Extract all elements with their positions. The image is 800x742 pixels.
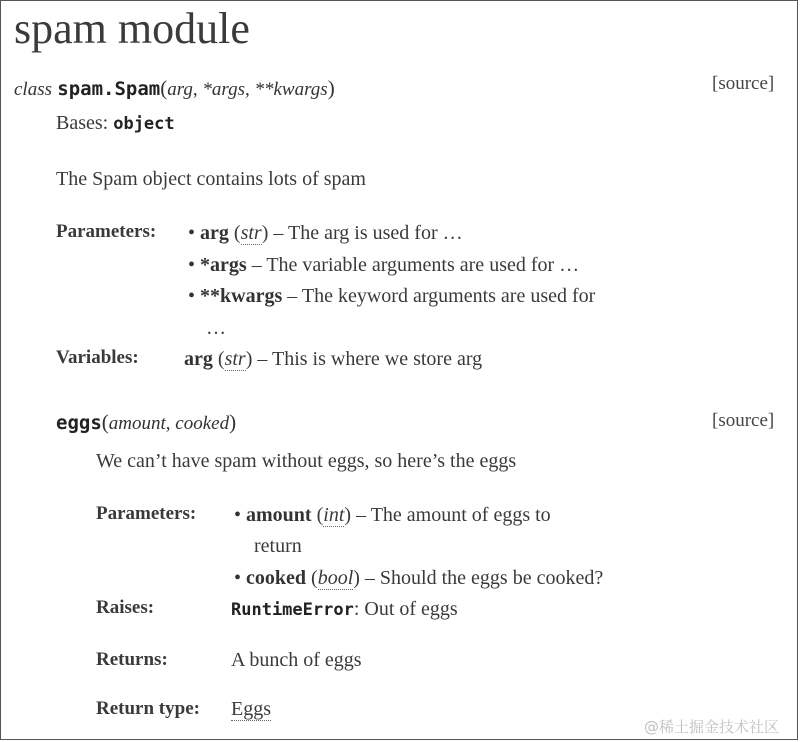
param-type[interactable]: str (240, 222, 262, 244)
return-type-label: Return type: (96, 698, 200, 719)
sig-open-paren: ( (101, 410, 109, 434)
param-desc-continued: … (206, 317, 226, 339)
bullet: • (188, 222, 196, 244)
param-item (188, 252, 579, 278)
param-desc: – Should the eggs be cooked? (359, 567, 604, 589)
class-signature: class spam.Spam(arg, *args, **kwargs) (14, 76, 335, 100)
param-name: cooked (246, 567, 307, 589)
sig-close-paren: ) (229, 410, 237, 434)
page-title: spam module (14, 4, 250, 53)
variable-desc: – This is where we store arg (252, 348, 483, 370)
sig-arg: *args (202, 79, 245, 100)
bullet: • (188, 254, 196, 276)
param-type[interactable]: int (323, 504, 345, 526)
raises-label: Raises: (96, 597, 155, 618)
variable-type[interactable]: str (224, 348, 246, 370)
variable-name: arg (184, 348, 213, 370)
param-desc: – The keyword arguments are used for (282, 285, 596, 307)
param-item: • cooked (bool) – Should the eggs be cooked? (234, 567, 604, 589)
bases-line (56, 110, 175, 137)
param-name: arg (200, 222, 229, 244)
sig-arg: amount (108, 413, 166, 434)
raises-desc: : Out of eggs (353, 598, 458, 620)
param-desc: – The amount of eggs to (351, 504, 551, 526)
sig-arg: **kwargs (254, 79, 328, 100)
class-description: The Spam object contains lots of spam (56, 168, 366, 190)
param-item: • arg (str) – The arg is used for … (188, 222, 463, 244)
param-name: *args (200, 254, 247, 276)
watermark: @稀土掘金技术社区 (644, 718, 780, 736)
exception-name[interactable]: RuntimeError (231, 600, 354, 620)
bases-value[interactable]: object (113, 114, 175, 134)
method-source-link[interactable]: [source] (712, 410, 775, 431)
bullet: • (234, 504, 242, 526)
bases-label: Bases: (56, 112, 109, 134)
class-source-link[interactable]: [source] (712, 73, 775, 94)
returns-value: A bunch of eggs (231, 649, 362, 671)
sig-arg: cooked (175, 413, 230, 434)
param-type[interactable]: bool (317, 567, 354, 589)
param-item: • amount (int) – The amount of eggs to (234, 504, 551, 526)
variable-item: arg (str) – This is where we store arg (184, 348, 483, 370)
param-desc: – The arg is used for … (268, 222, 463, 244)
method-description: We can’t have spam without eggs, so here’s the eggs (96, 450, 517, 472)
bullet: • (188, 285, 196, 307)
param-desc: – The variable arguments are used for … (246, 254, 580, 276)
class-name: spam.Spam (57, 78, 161, 100)
sig-close-paren: ) (327, 76, 335, 100)
raises-item (231, 596, 458, 623)
class-keyword: class (14, 79, 52, 100)
param-item (188, 283, 595, 309)
sig-open-paren: ( (160, 76, 168, 100)
returns-label: Returns: (96, 649, 168, 670)
class-params-label: Parameters: (56, 221, 157, 242)
return-type-value (231, 696, 271, 722)
variables-label: Variables: (56, 347, 139, 368)
param-name: amount (246, 504, 312, 526)
method-name: eggs (56, 412, 102, 434)
param-name: **kwargs (200, 285, 283, 307)
sig-arg: arg (167, 79, 193, 100)
method-signature: eggs(amount, cooked) (56, 410, 237, 434)
return-type-link[interactable]: Eggs (231, 698, 271, 720)
method-params-label: Parameters: (96, 503, 197, 524)
param-desc-continued: return (254, 535, 302, 557)
bullet: • (234, 567, 242, 589)
